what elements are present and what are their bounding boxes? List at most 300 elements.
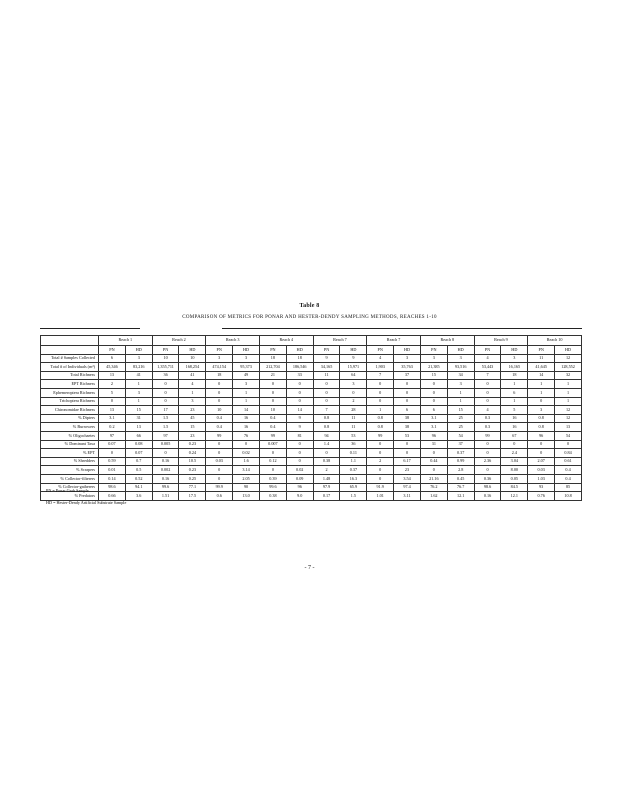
metric-label: EPT Richness — [41, 380, 99, 389]
table-row — [41, 423, 582, 432]
reach-header: Reach 1 — [99, 336, 153, 346]
metric-value: 13 — [555, 423, 582, 432]
metric-value: 12 — [555, 354, 582, 363]
table-row — [41, 406, 582, 415]
metric-value: 3 — [420, 354, 447, 363]
metric-value: 1.03 — [528, 474, 555, 483]
metric-value: 18 — [501, 371, 528, 380]
metric-value: 9 — [286, 423, 313, 432]
metric-value: 0 — [152, 388, 179, 397]
metric-value: 7 — [367, 371, 394, 380]
metric-value: 6 — [394, 406, 421, 415]
metric-value: 4 — [367, 354, 394, 363]
table-row — [41, 483, 582, 492]
metric-value: 1 — [528, 380, 555, 389]
metric-value: 76 — [233, 431, 260, 440]
metric-value: 186,546 — [286, 363, 313, 372]
metric-value: 0 — [367, 397, 394, 406]
method-header: PN — [313, 346, 340, 355]
metric-value: 15 — [125, 406, 152, 415]
metric-value: 45,346 — [99, 363, 126, 372]
metric-value: 6 — [501, 388, 528, 397]
metric-value: 212,704 — [259, 363, 286, 372]
metric-value: 21 — [259, 371, 286, 380]
metric-value: 0.8 — [528, 414, 555, 423]
metric-label: % Collector-filterers — [41, 474, 99, 483]
metrics-table — [40, 335, 582, 501]
metric-label: % Scrapers — [41, 466, 99, 475]
metric-value: 0.007 — [259, 440, 286, 449]
metric-value: 0 — [99, 449, 126, 458]
metric-value: 17 — [152, 406, 179, 415]
method-header: HD — [340, 346, 367, 355]
metric-value: 0.14 — [99, 474, 126, 483]
metric-value: 0.5 — [125, 466, 152, 475]
metric-value: 81 — [286, 431, 313, 440]
metric-value: 3 — [233, 354, 260, 363]
metric-value: 1.5 — [152, 414, 179, 423]
metric-value: 32 — [555, 371, 582, 380]
metric-value: 3.54 — [394, 474, 421, 483]
metric-value: 11 — [528, 354, 555, 363]
metric-value: 25 — [447, 423, 474, 432]
metric-value: 0 — [206, 397, 233, 406]
metric-value: 0 — [259, 449, 286, 458]
metric-value: 474,154 — [206, 363, 233, 372]
metric-value: 3 — [233, 380, 260, 389]
metric-value: 3 — [447, 354, 474, 363]
metric-value: 0.8 — [367, 423, 394, 432]
metric-value: 3.11 — [394, 492, 421, 501]
metric-value: 128,552 — [555, 363, 582, 372]
reach-header: Reach 7 — [367, 336, 421, 346]
metric-label: % Predators — [41, 492, 99, 501]
metric-value: 96 — [528, 431, 555, 440]
reach-header: Reach 4 — [259, 336, 313, 346]
table-row — [41, 363, 582, 372]
metric-value: 3.1 — [99, 414, 126, 423]
metric-value: 1.48 — [313, 474, 340, 483]
metric-value: 0 — [206, 449, 233, 458]
method-header: HD — [286, 346, 313, 355]
metric-value: 1.62 — [420, 492, 447, 501]
metric-value: 1 — [125, 397, 152, 406]
metric-value: 16 — [233, 414, 260, 423]
metric-value: 28 — [340, 406, 367, 415]
metric-value: 4 — [179, 380, 206, 389]
metric-value: 99.6 — [152, 483, 179, 492]
metric-value: 53,443 — [474, 363, 501, 372]
metric-value: 64 — [340, 371, 367, 380]
metric-value: 95,373 — [233, 363, 260, 372]
metric-value: 0.4 — [259, 414, 286, 423]
metric-value: 36 — [152, 371, 179, 380]
metric-value: 4 — [474, 406, 501, 415]
metric-value: 16,165 — [501, 363, 528, 372]
metric-value: 0.4 — [206, 414, 233, 423]
metric-value: 65.9 — [340, 483, 367, 492]
metric-value: 99.9 — [206, 483, 233, 492]
metric-value: 0 — [528, 440, 555, 449]
method-header: HD — [501, 346, 528, 355]
metric-value: 0.11 — [340, 449, 367, 458]
metric-value: 3.1 — [420, 414, 447, 423]
metric-value: 0.39 — [259, 474, 286, 483]
metric-value: 1 — [233, 397, 260, 406]
metric-value: 84.5 — [501, 483, 528, 492]
metric-value: 38 — [394, 423, 421, 432]
metric-value: 13.0 — [233, 492, 260, 501]
metric-label: % EPT — [41, 449, 99, 458]
metric-value: 1,355,711 — [152, 363, 179, 372]
metric-value: 4 — [474, 354, 501, 363]
metric-value: 0 — [206, 466, 233, 475]
table-row — [41, 492, 582, 501]
metric-value: 0 — [555, 440, 582, 449]
metric-value: 99 — [206, 431, 233, 440]
reach-header: Reach 2 — [152, 336, 206, 346]
metric-value: 0 — [206, 474, 233, 483]
metric-value: 0.66 — [99, 492, 126, 501]
metric-value: 0.16 — [152, 474, 179, 483]
metric-value: 11 — [313, 371, 340, 380]
metric-value: 0.05 — [501, 474, 528, 483]
metric-value: 0.8 — [313, 414, 340, 423]
metric-value: 16 — [501, 423, 528, 432]
note-pn: PN = Ponar Grab Sample — [46, 488, 89, 493]
metric-value: 23 — [394, 466, 421, 475]
table-row — [41, 457, 582, 466]
metric-value: 3 — [125, 354, 152, 363]
metric-value: 1 — [179, 388, 206, 397]
metric-value: 0 — [420, 449, 447, 458]
metric-value: 0.02 — [233, 449, 260, 458]
metric-value: 13 — [99, 406, 126, 415]
metric-value: 0 — [394, 380, 421, 389]
table-row — [41, 371, 582, 380]
metric-value: 0 — [313, 449, 340, 458]
metric-value: 0 — [528, 449, 555, 458]
metric-value: 0.6 — [206, 492, 233, 501]
metric-value: 15 — [420, 371, 447, 380]
metric-value: 76.7 — [447, 483, 474, 492]
table-row — [41, 414, 582, 423]
metric-value: 97 — [152, 431, 179, 440]
metric-value: 1.5 — [152, 423, 179, 432]
metric-value: 99 — [474, 431, 501, 440]
metric-value: 3 — [447, 380, 474, 389]
metric-value: 9.0 — [286, 492, 313, 501]
metric-value: 11 — [340, 414, 367, 423]
table-row — [41, 431, 582, 440]
metric-value: 1.1 — [340, 457, 367, 466]
metric-value: 0.16 — [474, 492, 501, 501]
metric-value: 15 — [179, 423, 206, 432]
reach-header: Reach 7 — [313, 336, 367, 346]
metric-value: 0 — [259, 466, 286, 475]
metric-value: 0.76 — [528, 492, 555, 501]
metric-value: 0 — [206, 380, 233, 389]
metric-value: 0 — [474, 380, 501, 389]
metric-value: 33 — [286, 371, 313, 380]
metric-value: 1 — [501, 397, 528, 406]
method-header: PN — [206, 346, 233, 355]
metric-value: 0.005 — [152, 440, 179, 449]
metric-value: 0.16 — [152, 457, 179, 466]
metric-value: 0 — [501, 440, 528, 449]
metric-value: 0 — [259, 380, 286, 389]
metric-value: 9 — [340, 354, 367, 363]
metric-value: 9 — [286, 414, 313, 423]
metric-value: 3 — [501, 354, 528, 363]
metric-value: 0 — [313, 397, 340, 406]
metric-value: 23 — [179, 431, 206, 440]
metric-label: Total Richness — [41, 371, 99, 380]
metric-value: 12 — [555, 414, 582, 423]
metric-value: 0 — [420, 380, 447, 389]
metric-value: 1.5 — [340, 492, 367, 501]
metric-value: 1 — [555, 380, 582, 389]
metric-value: 0.7 — [125, 457, 152, 466]
metric-value: 99 — [259, 431, 286, 440]
metric-value: 41 — [179, 371, 206, 380]
metric-value: 0.36 — [474, 474, 501, 483]
metric-value: 3.04 — [501, 457, 528, 466]
metric-value: 0 — [233, 440, 260, 449]
metric-value: 0 — [528, 397, 555, 406]
metric-value: 0.38 — [313, 457, 340, 466]
metric-value: 3 — [340, 380, 367, 389]
metric-value: 85 — [555, 483, 582, 492]
metric-value: 0.61 — [555, 457, 582, 466]
metric-value: 0.23 — [179, 440, 206, 449]
metric-value: 90 — [233, 483, 260, 492]
metric-value: 14 — [528, 371, 555, 380]
metric-value: 1 — [555, 388, 582, 397]
metric-value: 0 — [286, 440, 313, 449]
metric-value: 98.6 — [99, 483, 126, 492]
metric-value: 0 — [286, 397, 313, 406]
reach-header: Reach 8 — [420, 336, 474, 346]
metric-value: 66 — [125, 431, 152, 440]
metric-value: 2.4 — [501, 449, 528, 458]
metric-label: % Dominant Taxa — [41, 440, 99, 449]
metric-value: 0.08 — [125, 440, 152, 449]
metric-value: 77.1 — [179, 483, 206, 492]
metric-value: 18 — [259, 354, 286, 363]
metric-value: 2 — [340, 397, 367, 406]
metric-value: 97.4 — [394, 483, 421, 492]
metric-value: 0 — [259, 388, 286, 397]
metric-value: 41,645 — [528, 363, 555, 372]
metric-value: 12.1 — [501, 492, 528, 501]
table-title: Table 8 — [299, 303, 320, 309]
metric-value: 0.44 — [420, 457, 447, 466]
metric-value: 0.07 — [125, 449, 152, 458]
metric-value: 0.03 — [528, 466, 555, 475]
method-header: PN — [152, 346, 179, 355]
table-row — [41, 466, 582, 475]
method-header: HD — [394, 346, 421, 355]
metric-value: 18 — [286, 354, 313, 363]
table-subtitle: COMPARISON OF METRICS FOR PONAR AND HESTER-DENDY SAMPLING METHODS, REACHES 1-10 — [182, 315, 437, 320]
method-header: PN — [259, 346, 286, 355]
metric-value: 0.8 — [528, 423, 555, 432]
table-row — [41, 380, 582, 389]
metric-value: 45 — [179, 414, 206, 423]
metric-value: 1 — [501, 380, 528, 389]
metric-value: 0.59 — [99, 457, 126, 466]
metric-label: % Dipters — [41, 414, 99, 423]
metric-value: 0.23 — [179, 466, 206, 475]
metric-value: 96 — [286, 483, 313, 492]
metric-value: 21.16 — [420, 474, 447, 483]
metric-value: 0.84 — [555, 449, 582, 458]
metric-value: 0 — [474, 440, 501, 449]
metric-label: Total # Samples Collected — [41, 354, 99, 363]
method-header: PN — [528, 346, 555, 355]
metric-value: 0 — [340, 388, 367, 397]
metric-value: 97 — [99, 431, 126, 440]
metric-value: 1.6 — [233, 457, 260, 466]
method-header: PN — [420, 346, 447, 355]
header-rule-right — [222, 328, 582, 329]
metric-value: 0 — [367, 440, 394, 449]
metric-value: 1 — [447, 388, 474, 397]
metric-value: 37 — [447, 440, 474, 449]
metric-label: % Burrowers — [41, 423, 99, 432]
metric-value: 0.25 — [179, 474, 206, 483]
metric-value: 0 — [286, 457, 313, 466]
metric-label: % Shredders — [41, 457, 99, 466]
metric-value: 0.45 — [447, 474, 474, 483]
corner-cell-sub — [41, 346, 99, 355]
metric-value: 0 — [394, 449, 421, 458]
metric-value: 0 — [206, 440, 233, 449]
metric-value: 16 — [233, 423, 260, 432]
table-row — [41, 474, 582, 483]
metric-value: 0.3 — [474, 423, 501, 432]
metric-value: 10 — [152, 354, 179, 363]
metric-value: 93 — [528, 483, 555, 492]
metric-value: 11 — [340, 423, 367, 432]
metric-value: 1 — [233, 388, 260, 397]
metric-value: 0 — [152, 449, 179, 458]
metric-value: 99 — [367, 431, 394, 440]
metric-value: 10.5 — [179, 457, 206, 466]
metric-value: 0.07 — [99, 440, 126, 449]
metric-value: 3.6 — [125, 492, 152, 501]
metric-value: 0.24 — [179, 449, 206, 458]
metric-value: 37 — [394, 371, 421, 380]
metric-value: 94.1 — [125, 483, 152, 492]
metric-label: % Oligochaetes — [41, 431, 99, 440]
metric-value: 0.8 — [367, 414, 394, 423]
metric-value: 49 — [233, 371, 260, 380]
metric-value: 1 — [367, 406, 394, 415]
metric-value: 53 — [340, 431, 367, 440]
table-row — [41, 440, 582, 449]
method-header: HD — [179, 346, 206, 355]
metric-value: 67 — [501, 431, 528, 440]
metric-value: 7 — [474, 371, 501, 380]
metric-value: 98.6 — [474, 483, 501, 492]
metric-value: 1 — [447, 397, 474, 406]
metric-value: 0 — [313, 388, 340, 397]
note-hd: HD = Hester-Dendy Artificial Substrate Sample — [46, 500, 127, 505]
method-header: HD — [447, 346, 474, 355]
metric-value: 0 — [286, 388, 313, 397]
metric-value: 2 — [367, 457, 394, 466]
metric-label: % Collector-gatherers — [41, 483, 99, 492]
metric-value: 0.03 — [206, 457, 233, 466]
metric-value: 36 — [340, 440, 367, 449]
metric-value: 0.99 — [447, 457, 474, 466]
metric-value: 99.6 — [259, 483, 286, 492]
metric-value: 23 — [179, 406, 206, 415]
metric-value: 0 — [420, 388, 447, 397]
metric-value: 17.5 — [179, 492, 206, 501]
metric-value: 3 — [528, 406, 555, 415]
metric-value: 0.2 — [99, 423, 126, 432]
metric-value: 0 — [474, 388, 501, 397]
metric-value: 41 — [125, 371, 152, 380]
table-row — [41, 397, 582, 406]
metric-value: 3 — [179, 397, 206, 406]
method-header: PN — [367, 346, 394, 355]
metric-value: 1.01 — [367, 492, 394, 501]
metric-value: 18 — [206, 371, 233, 380]
metrics-table-body — [41, 354, 582, 500]
table-row — [41, 388, 582, 397]
metric-value: 21,385 — [420, 363, 447, 372]
metric-value: 2.8 — [447, 466, 474, 475]
metric-value: 0 — [152, 380, 179, 389]
metric-value: 3 — [206, 354, 233, 363]
metric-value: 1 — [528, 388, 555, 397]
metric-value: 2.07 — [528, 457, 555, 466]
metric-value: 0 — [474, 397, 501, 406]
metric-value: 0.12 — [259, 457, 286, 466]
table-row — [41, 354, 582, 363]
metric-value: 0 — [367, 388, 394, 397]
metric-value: 15,971 — [340, 363, 367, 372]
metric-value: 0 — [313, 380, 340, 389]
metric-value: 0.3 — [474, 414, 501, 423]
metric-value: 31 — [420, 440, 447, 449]
metric-value: 34,165 — [313, 363, 340, 372]
metric-value: 6 — [99, 354, 126, 363]
metric-value: 0 — [394, 397, 421, 406]
method-header-row — [41, 346, 582, 355]
metric-value: 12 — [555, 406, 582, 415]
metric-value: 94 — [313, 431, 340, 440]
metric-value: 8.00 — [501, 466, 528, 475]
metric-value: 83,216 — [125, 363, 152, 372]
metric-value: 35,763 — [394, 363, 421, 372]
metric-value: 0.4 — [206, 423, 233, 432]
metric-value: 10 — [179, 354, 206, 363]
metric-value: 2 — [99, 380, 126, 389]
reach-header: Reach 3 — [206, 336, 260, 346]
metric-label: Total # of Individuals (m²) — [41, 363, 99, 372]
metric-value: 6.17 — [394, 457, 421, 466]
metric-value: 2.05 — [233, 474, 260, 483]
header-rule-left — [40, 328, 140, 329]
metric-value: 0 — [474, 449, 501, 458]
metric-value: 6 — [420, 406, 447, 415]
metric-value: 93,516 — [447, 363, 474, 372]
